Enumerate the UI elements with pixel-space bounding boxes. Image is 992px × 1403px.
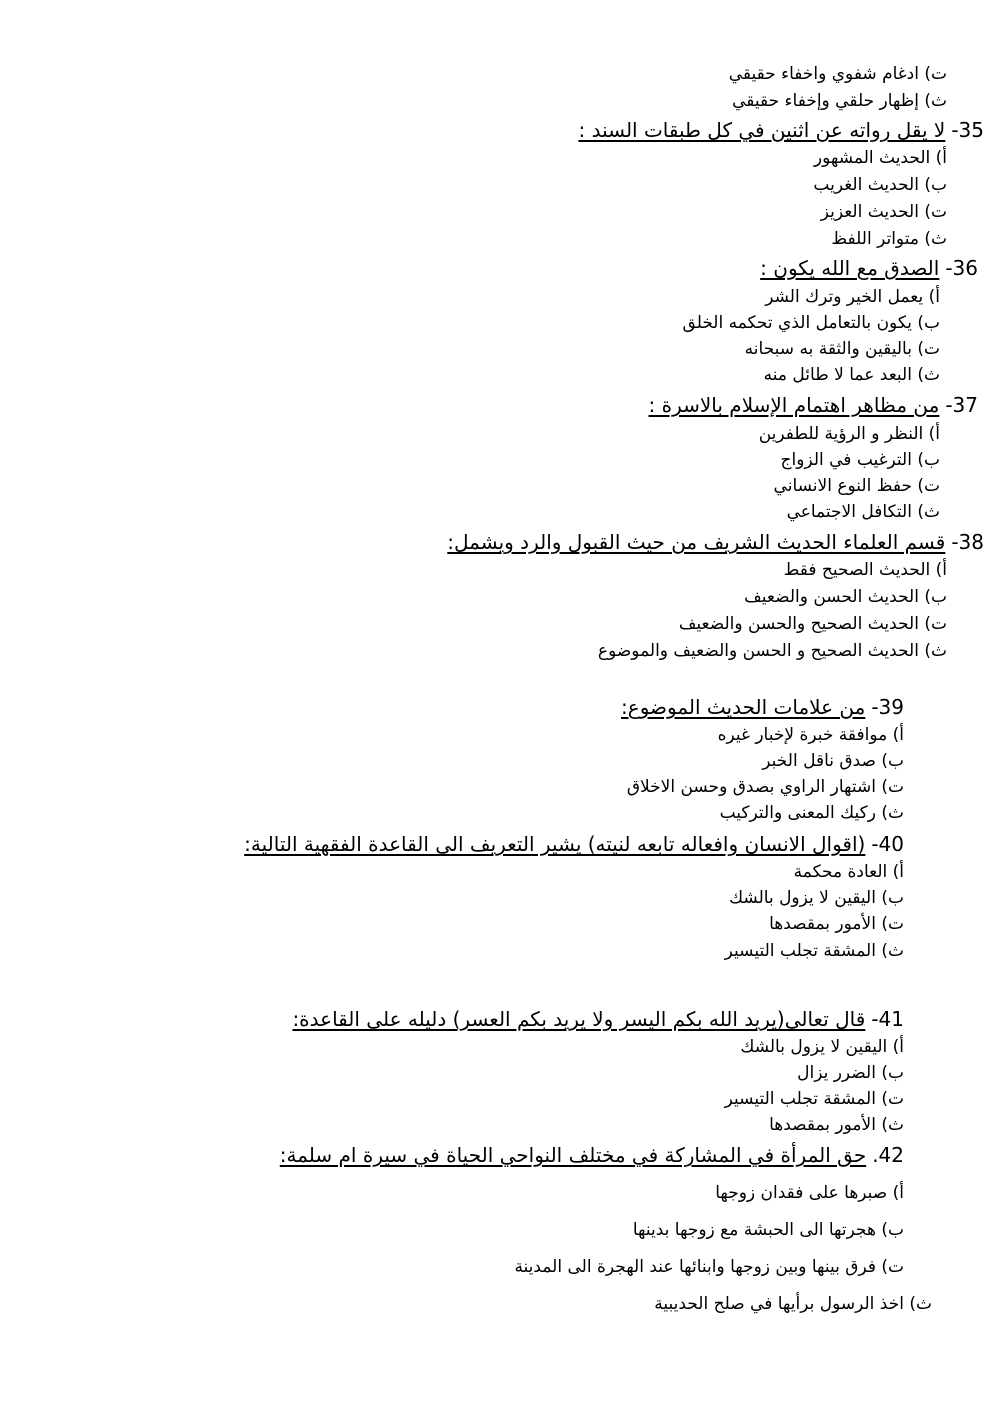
q34-option-th: ث) إظهار حلقي وإخفاء حقيقي [732,91,947,111]
q36-option-a: أ) يعمل الخير وترك الشر [765,287,940,307]
question-text: قال تعالى(يريد الله بكم اليسر ولا يريد بكم العسر) دليله على القاعدة: [292,1007,866,1031]
question-number: 35- [951,118,984,142]
q41-option-a: أ) اليقين لا يزول بالشك [740,1037,904,1057]
question-number: 41- [871,1007,904,1031]
q38-option-t: ت) الحديث الصحيح والحسن والضعيف [678,614,947,634]
q37-option-b: ب) الترغيب في الزواج [780,450,940,470]
q36-option-t: ت) باليقين والثقة به سبحانه [744,339,940,359]
question-39 [621,697,904,717]
q38-option-th: ث) الحديث الصحيح و الحسن والضعيف والموضوع [597,641,947,661]
question-text: من علامات الحديث الموضوع: [621,695,866,719]
question-number: 42. [872,1143,904,1167]
question-text: قسم العلماء الحديث الشريف من حيث القبول والرد ويشمل: [447,530,946,554]
q41-option-b: ب) الضرر يزال [797,1063,904,1083]
question-35 [578,120,984,140]
question-number: 36- [945,256,978,280]
q40-option-b: ب) اليقين لا يزول بالشك [729,888,904,908]
question-text: الصدق مع الله يكون : [760,256,940,280]
q40-option-t: ت) الأمور بمقصدها [769,914,904,934]
question-36 [760,258,978,278]
question-40 [244,834,904,854]
q40-option-a: أ) العادة محكمة [793,862,904,882]
q38-option-a: أ) الحديث الصحيح فقط [783,560,947,580]
q40-option-th: ث) المشقة تجلب التيسير [724,941,904,961]
q41-option-t: ت) المشقة تجلب التيسير [724,1089,904,1109]
q36-option-b: ب) يكون بالتعامل الذي تحكمه الخلق [682,313,940,333]
q42-option-a: أ) صبرها على فقدان زوجها [715,1183,904,1203]
question-text: (اقوال الانسان وافعاله تابعه لنيته) يشير التعريف الى القاعدة الفقهية التالية: [244,832,866,856]
q38-option-b: ب) الحديث الحسن والضعيف [744,587,947,607]
q35-option-b: ب) الحديث الغريب [813,175,947,195]
question-text: حق المرأة في المشاركة في مختلف النواحي الحياة في سيرة ام سلمة: [279,1143,867,1167]
question-number: 37- [945,393,978,417]
question-text: من مظاهر اهتمام الإسلام بالاسرة : [648,393,940,417]
q42-option-t: ت) فرق بينها وبين زوجها وابنائها عند الهجرة الى المدينة [514,1257,904,1277]
q39-option-th: ث) ركيك المعنى والتركيب [719,803,904,823]
q35-option-a: أ) الحديث المشهور [813,148,947,168]
q42-option-th: ث) اخذ الرسول برأيها في صلح الحديبية [654,1294,932,1314]
q39-option-b: ب) صدق ناقل الخبر [762,751,904,771]
question-text: لا يقل رواته عن اثنين في كل طبقات السند : [578,118,946,142]
question-38 [447,532,984,552]
q39-option-a: أ) موافقة خبرة لإخبار غيره [717,725,904,745]
q34-option-t: ت) ادغام شفوي واخفاء حقيقي [728,64,947,84]
question-42 [280,1145,904,1165]
q37-option-th: ث) التكافل الاجتماعي [786,502,940,522]
question-number: 40- [871,832,904,856]
question-number: 39- [871,695,904,719]
q42-option-b: ب) هجرتها الى الحبشة مع زوجها بدينها [632,1220,904,1240]
q35-option-t: ت) الحديث العزيز [820,202,947,222]
q39-option-t: ت) اشتهار الراوي بصدق وحسن الاخلاق [626,777,904,797]
q36-option-th: ث) البعد عما لا طائل منه [763,365,940,385]
q37-option-t: ت) حفظ النوع الانساني [773,476,940,496]
question-number: 38- [951,530,984,554]
question-41 [292,1009,904,1029]
q41-option-th: ث) الأمور بمقصدها [769,1115,904,1135]
q37-option-a: أ) النظر و الرؤية للطفرين [758,424,940,444]
q35-option-th: ث) متواتر اللفظ [831,229,947,249]
question-37 [649,395,978,415]
